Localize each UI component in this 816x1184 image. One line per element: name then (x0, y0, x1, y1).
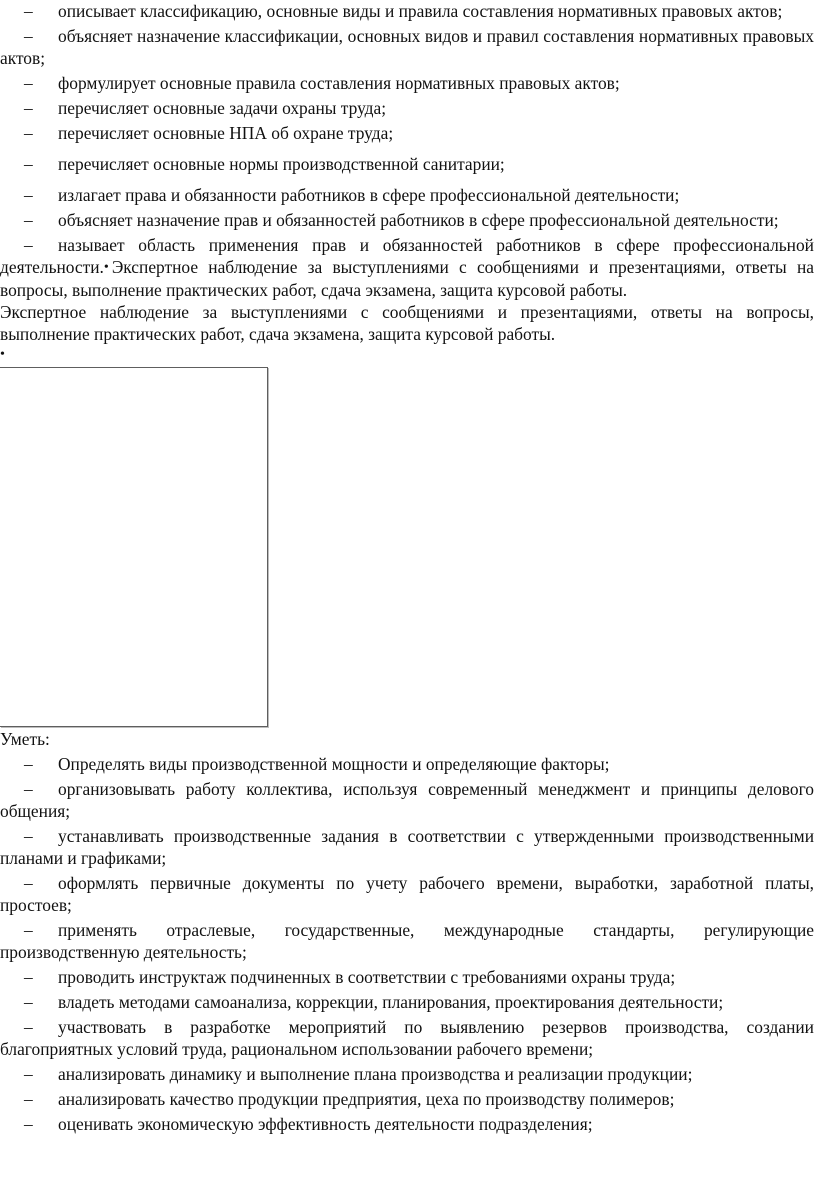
list-item: – излагает права и обязанности работников в сфере профессиональной деятельности; (24, 185, 680, 205)
dash-marker: – (24, 185, 33, 205)
dash-marker: – (24, 826, 33, 846)
dash-marker: – (24, 73, 33, 93)
dash-marker: – (24, 920, 33, 940)
list-item: – анализировать динамику и выполнение плана производства и реализации продукции; (24, 1064, 693, 1084)
list-item: – анализировать качество продукции предприятия, цеха по производству полимеров; (24, 1089, 675, 1109)
bullet-icon: • (103, 260, 109, 275)
dash-marker: – (24, 992, 33, 1012)
list-item: – описывает классификацию, основные виды и правила составления нормативных правовых актов; (24, 1, 783, 21)
dash-marker: – (24, 1017, 33, 1037)
dash-marker: – (24, 754, 33, 774)
list-item: – участвовать в разработке мероприятий по выявлению резервов производства, создании благоприятных условий труда, рациональном использовании рабочего времени; (0, 1017, 814, 1059)
dash-marker: – (24, 154, 33, 174)
dash-marker: – (24, 1064, 33, 1084)
assessment-text: Экспертное наблюдение за выступлениями с сообщениями и презентациями, ответы на вопросы, выполнение практических работ, сдача экзамена, защита курсовой работы. (0, 257, 814, 300)
dash-marker: – (24, 123, 33, 143)
bullet-icon: • (0, 347, 5, 362)
list-item: – применять отраслевые, государственные, международные стандарты, регулирующие производственную деятельность; (0, 920, 814, 962)
list-item: – оформлять первичные документы по учету рабочего времени, выработки, заработной платы, простоев; (0, 873, 814, 915)
dash-marker: – (24, 26, 33, 46)
list-item: – проводить инструктаж подчиненных в соответствии с требованиями охраны труда; (24, 967, 676, 987)
dash-marker: – (24, 1114, 33, 1134)
list-item: – организовывать работу коллектива, используя современный менеджмент и принципы делового общения; (0, 779, 814, 821)
dash-marker: – (24, 1, 33, 21)
dash-marker: – (24, 1089, 33, 1109)
section-heading: Уметь: (0, 729, 50, 749)
dash-marker: – (24, 210, 33, 230)
dash-marker: – (24, 873, 33, 893)
list-item: – перечисляет основные нормы производственной санитарии; (24, 154, 505, 174)
list-item: – объясняет назначение классификации, основных видов и правил составления нормативных правовых актов; (0, 26, 814, 68)
dash-marker: – (24, 98, 33, 118)
list-item: – оценивать экономическую эффективность деятельности подразделения; (24, 1114, 593, 1134)
list-item: – формулирует основные правила составления нормативных правовых актов; (24, 73, 620, 93)
list-item: – устанавливать производственные задания в соответствии с утвержденными производственными планами и графиками; (0, 826, 814, 868)
dash-marker: – (24, 967, 33, 987)
list-item: – перечисляет основные НПА об охране труда; (24, 123, 394, 143)
list-item: – Определять виды производственной мощности и определяющие факторы; (24, 754, 610, 774)
list-item: – называет область применения прав и обязанностей работников в сфере профессиональной деятельности.• Экспертное наблюдение за выступлениями с сообщениями и презентациями, ответы на вопросы, выполнение практических работ, сдача экзамена, защита курсовой работы. (0, 235, 814, 300)
list-item: – объясняет назначение прав и обязанностей работников в сфере профессиональной деятельности; (24, 210, 779, 230)
dash-marker: – (24, 235, 33, 255)
list-item: – владеть методами самоанализа, коррекции, планирования, проектирования деятельности; (24, 992, 724, 1012)
assessment-paragraph: Экспертное наблюдение за выступлениями с сообщениями и презентациями, ответы на вопросы, выполнение практических работ, сдача экзамена, защита курсовой работы. (0, 302, 814, 344)
dash-marker: – (24, 779, 33, 799)
empty-frame (0, 367, 268, 727)
list-item: – перечисляет основные задачи охраны труда; (24, 98, 387, 118)
